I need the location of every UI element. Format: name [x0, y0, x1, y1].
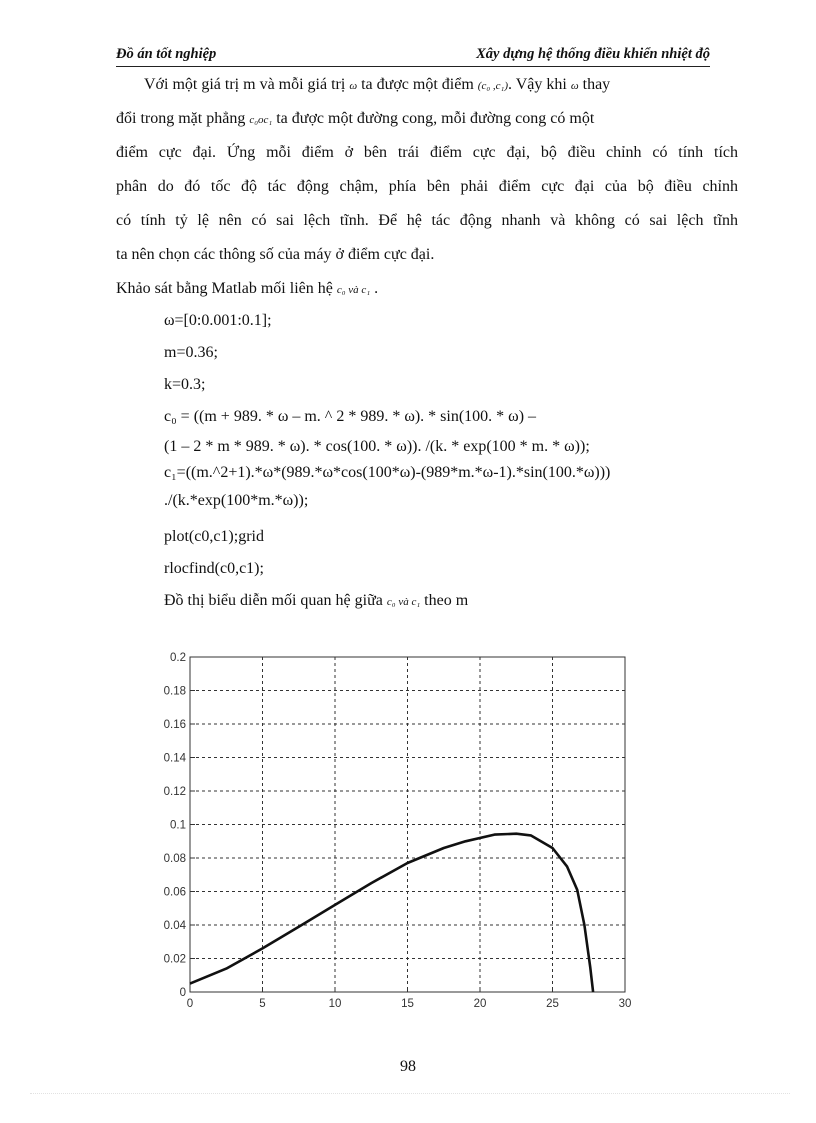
code-line-k: k=0.3; — [164, 376, 206, 393]
plot-svg — [150, 645, 640, 1015]
paragraph-line-4: phân do đó tốc độ tác động chậm, phía bên phải điểm cực đại của bộ điều chỉnh — [116, 178, 738, 195]
x-tick-label: 5 — [259, 998, 266, 1010]
y-tick-label: 0.02 — [163, 953, 186, 966]
y-tick-label: 0.1 — [170, 819, 186, 832]
paragraph-line-6: ta nên chọn các thông số của máy ở điểm cực đại. — [116, 246, 435, 263]
header-left-title: Đồ án tốt nghiệp — [116, 46, 217, 62]
code-line-rlocfind: rlocfind(c0,c1); — [164, 560, 264, 577]
survey-line: Khảo sát bằng Matlab mối liên hệ c₀ và c₁ . — [116, 280, 379, 297]
omega-symbol: ω — [349, 80, 358, 92]
relation-notation: c₀ và c₁ — [336, 284, 371, 296]
footer-rule — [30, 1093, 790, 1094]
code-line-m: m=0.36; — [164, 344, 218, 361]
x-tick-label: 20 — [473, 998, 487, 1010]
omega-symbol-2: ω — [570, 80, 579, 92]
y-tick-label: 0 — [179, 987, 186, 999]
y-tick-label: 0.18 — [163, 685, 186, 698]
x-tick-label: 0 — [186, 998, 194, 1010]
paragraph-line-2: đổi trong mặt phẳng c₀oc₁ ta được một đường cong, mỗi đường cong có một — [116, 110, 595, 127]
point-notation: (c₀ ,c₁) — [477, 80, 509, 92]
y-tick-label: 0.16 — [163, 719, 186, 731]
figure-caption: Đồ thị biểu diễn mối quan hệ giữa c₀ và c₁ theo m — [164, 592, 469, 609]
y-tick-label: 0.14 — [163, 752, 186, 765]
caption-relation: c₀ và c₁ — [386, 596, 421, 608]
y-tick-label: 0.06 — [163, 886, 186, 899]
code-line-omega: ω=[0:0.001:0.1]; — [164, 312, 272, 329]
paragraph-line-3: điểm cực đại. Ứng mỗi điểm ở bên trái điểm cực đại, bộ điều chỉnh có tính tích — [116, 144, 738, 161]
x-tick-label: 30 — [618, 998, 632, 1010]
paragraph-line-1: Với một giá trị m và mỗi giá trị ω ta được một điểm (c₀ ,c₁). Vậy khi ω thay — [144, 76, 611, 93]
paragraph-line-5: có tính tỷ lệ nên có sai lệch tĩnh. Để hệ tác động nhanh và không có sai lệch tĩnh — [116, 212, 738, 229]
header-right-title: Xây dựng hệ thống điều khiển nhiệt độ — [476, 46, 710, 62]
y-tick-label: 0.08 — [163, 853, 186, 865]
page-header — [116, 46, 710, 67]
y-tick-label: 0.04 — [163, 920, 186, 932]
x-tick-label: 15 — [401, 998, 414, 1010]
code-line-plot: plot(c0,c1);grid — [164, 528, 264, 545]
code-line-c0-b: (1 – 2 * m * 989. * ω). * cos(100. * ω)). /(k. * exp(100 * m. * ω)); — [164, 438, 590, 455]
x-tick-label: 25 — [546, 998, 559, 1010]
y-tick-label: 0.12 — [163, 786, 186, 798]
code-line-c0-a: c₀ = ((m + 989. * ω – m. ^ 2 * 989. * ω). * sin(100. * ω) – — [164, 408, 537, 425]
x-tick-label: 10 — [328, 998, 342, 1010]
c0-c1-plot — [150, 645, 640, 1015]
y-tick-label: 0.2 — [170, 652, 186, 664]
page-number: 98 — [400, 1058, 416, 1075]
code-line-c1-a: c₁=((m.^2+1).*ω*(989.*ω*cos(100*ω)-(989*m.*ω-1).*sin(100.*ω))) — [164, 464, 611, 481]
code-line-c1-b: ./(k.*exp(100*m.*ω)); — [164, 492, 309, 509]
plane-notation: c₀oc₁ — [249, 114, 273, 126]
